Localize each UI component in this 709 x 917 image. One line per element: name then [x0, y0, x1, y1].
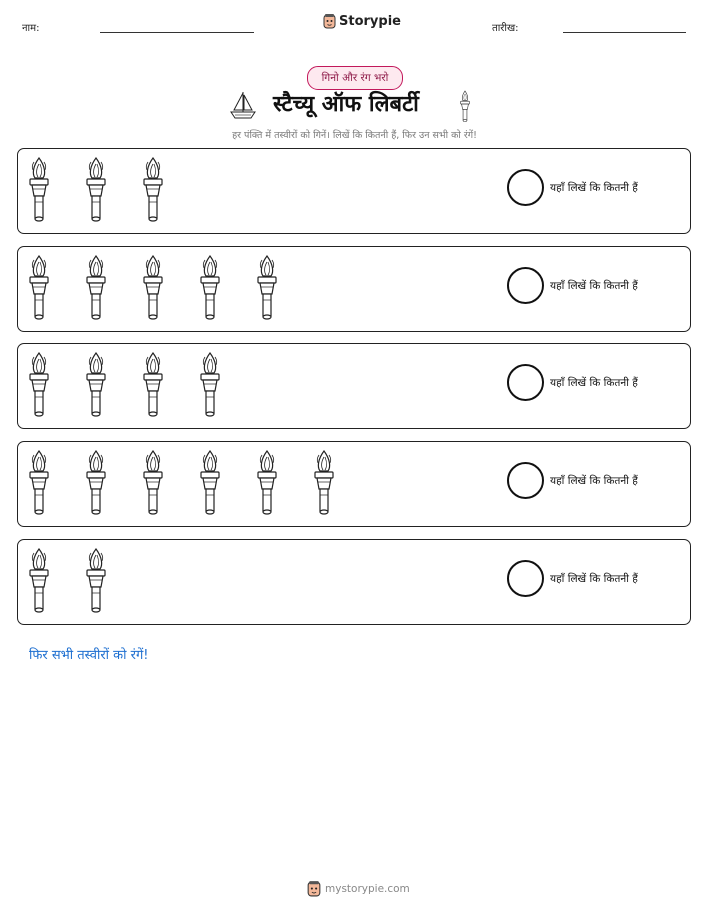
answer-circle[interactable] [507, 560, 544, 597]
answer-circle[interactable] [507, 462, 544, 499]
torch-group [28, 547, 107, 613]
date-line[interactable] [563, 32, 686, 33]
torch-icon [28, 547, 50, 613]
torch-icon [85, 351, 107, 417]
answer-circle[interactable] [507, 267, 544, 304]
storypie-logo-icon [323, 13, 336, 29]
torch-icon [256, 449, 278, 515]
torch-group [28, 449, 335, 515]
answer-label: यहाँ लिखें कि कितनी हैं [550, 182, 638, 194]
storypie-logo-icon [307, 880, 321, 897]
color-all-note: फिर सभी तस्वीरों को रंगें! [29, 648, 149, 663]
footer-site [307, 880, 410, 897]
date-label: तारीख: [492, 23, 519, 34]
torch-icon [142, 351, 164, 417]
torch-icon [85, 449, 107, 515]
answer-circle[interactable] [507, 364, 544, 401]
counting-row [17, 539, 691, 625]
torch-icon [313, 449, 335, 515]
torch-icon [142, 156, 164, 222]
answer-circle[interactable] [507, 169, 544, 206]
torch-group [28, 254, 278, 320]
name-label: नाम: [22, 23, 40, 34]
brand-name: Storypie [339, 13, 401, 29]
torch-icon [28, 351, 50, 417]
answer-label: यहाँ लिखें कि कितनी हैं [550, 377, 638, 389]
counting-row [17, 148, 691, 234]
torch-icon [256, 254, 278, 320]
activity-badge: गिनो और रंग भरो [307, 66, 403, 90]
torch-icon [199, 254, 221, 320]
answer-label: यहाँ लिखें कि कितनी हैं [550, 573, 638, 585]
torch-group [28, 351, 221, 417]
torch-icon [142, 449, 164, 515]
torch-icon [199, 351, 221, 417]
counting-row [17, 343, 691, 429]
torch-icon [85, 547, 107, 613]
sailboat-icon [229, 90, 257, 120]
torch-icon [85, 254, 107, 320]
torch-icon [28, 156, 50, 222]
answer-label: यहाँ लिखें कि कितनी हैं [550, 475, 638, 487]
torch-icon [28, 254, 50, 320]
brand [323, 13, 401, 29]
torch-group [28, 156, 164, 222]
page-title: स्टैच्यू ऑफ लिबर्टी [273, 92, 419, 117]
name-line[interactable] [100, 32, 254, 33]
counting-row [17, 441, 691, 527]
torch-icon [85, 156, 107, 222]
footer-site-url: mystorypie.com [325, 882, 410, 895]
torch-icon [199, 449, 221, 515]
instructions: हर पंक्ति में तस्वीरों को गिनें। लिखें कि कितनी हैं, फिर उन सभी को रंगें! [232, 130, 477, 141]
torch-icon [142, 254, 164, 320]
torch-icon [28, 449, 50, 515]
counting-row [17, 246, 691, 332]
torch-icon [458, 90, 472, 122]
answer-label: यहाँ लिखें कि कितनी हैं [550, 280, 638, 292]
